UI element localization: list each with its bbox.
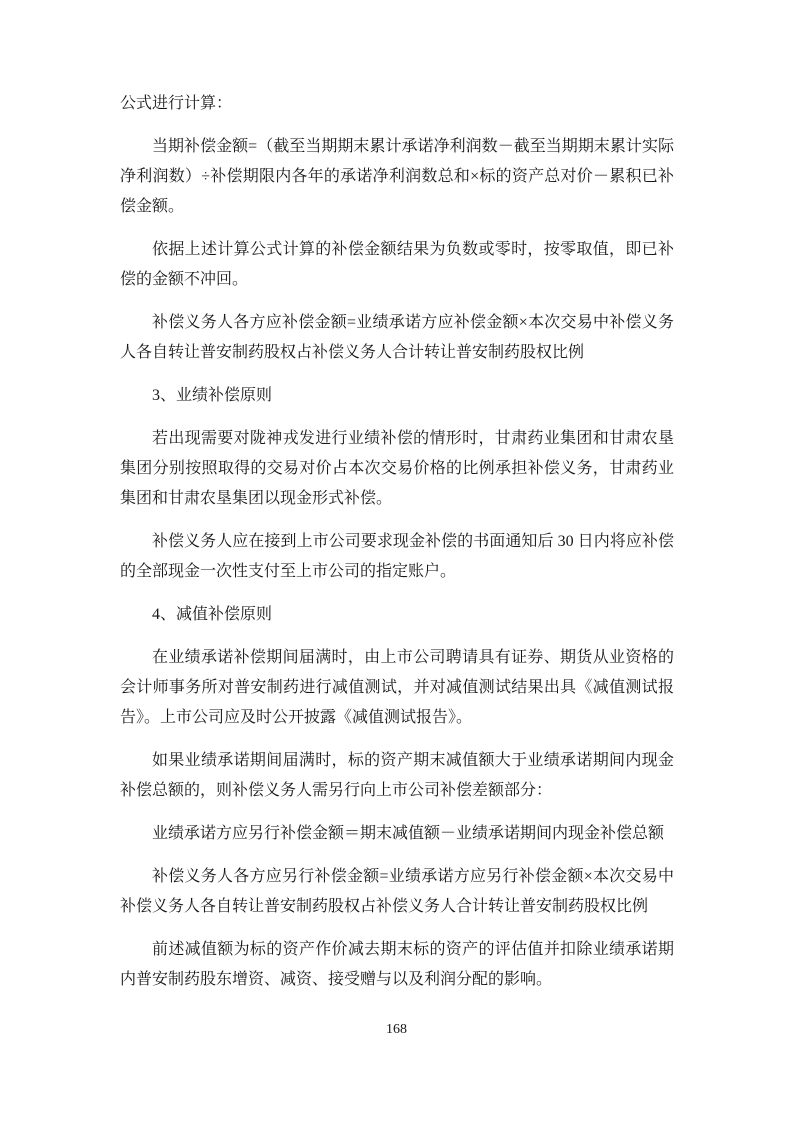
paragraph: 补偿义务人应在接到上市公司要求现金补偿的书面通知后 30 日内将应补偿的全部现金一次性支付至上市公司的指定账户。 (120, 533, 674, 580)
paragraph: 4、减值补偿原则 (152, 606, 273, 623)
paragraph: 在业绩承诺补偿期间届满时，由上市公司聘请具有证券、期货从业资格的会计师事务所对普安制药进行减值测试，并对减值测试结果出具《减值测试报告》。上市公司应及时公开披露《减值测试报告》。 (120, 649, 674, 726)
paragraph: 业绩承诺方应另行补偿金额＝期末减值额－业绩承诺期间内现金补偿总额 (152, 825, 665, 842)
paragraph: 公式进行计算： (120, 95, 233, 112)
paragraph: 如果业绩承诺期间届满时，标的资产期末减值额大于业绩承诺期间内现金补偿总额的，则补偿义务人需另行向上市公司补偿差额部分： (120, 752, 674, 799)
page-footer (0, 1020, 793, 1040)
paragraph: 若出现需要对陇神戎发进行业绩补偿的情形时，甘肃药业集团和甘肃农垦集团分别按照取得的交易对价占本次交易价格的比例承担补偿义务，甘肃药业集团和甘肃农垦集团以现金形式补偿。 (120, 430, 674, 507)
paragraph: 当期补偿金额=（截至当期期末累计承诺净利润数－截至当期期末累计实际净利润数）÷补偿期限内各年的承诺净利润数总和×标的资产总对价－累积已补偿金额。 (120, 138, 674, 215)
paragraph: 补偿义务人各方应补偿金额=业绩承诺方应补偿金额×本次交易中补偿义务人各自转让普安制药股权占补偿义务人合计转让普安制药股权比例 (120, 314, 674, 361)
page-number: 168 (386, 1022, 407, 1037)
paragraph: 依据上述计算公式计算的补偿金额结果为负数或零时，按零取值，即已补偿的金额不冲回。 (120, 241, 674, 288)
paragraph: 补偿义务人各方应另行补偿金额=业绩承诺方应另行补偿金额×本次交易中补偿义务人各自转让普安制药股权占补偿义务人合计转让普安制药股权比例 (120, 868, 674, 915)
paragraph: 3、业绩补偿原则 (152, 387, 273, 404)
document-body (120, 89, 674, 1008)
paragraph: 前述减值额为标的资产作价减去期末标的资产的评估值并扣除业绩承诺期内普安制药股东增资、减资、接受赠与以及利润分配的影响。 (120, 941, 674, 988)
